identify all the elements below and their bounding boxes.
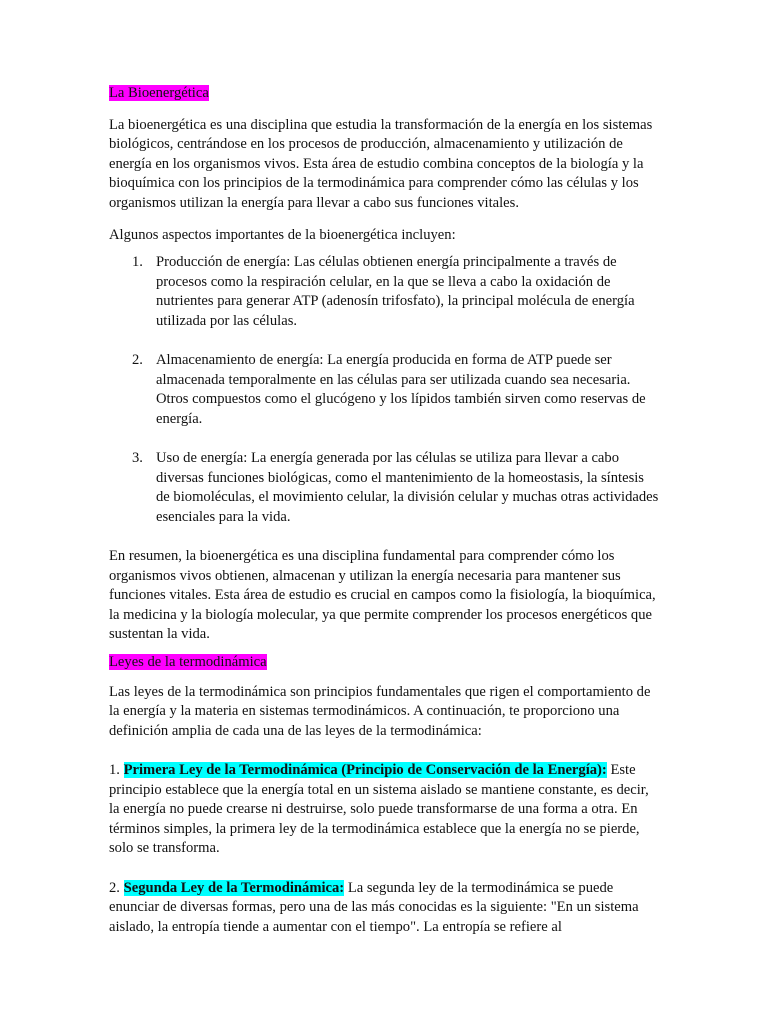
law-number: 2.: [109, 879, 120, 896]
summary-paragraph: En resumen, la bioenergética es una disciplina fundamental para comprender cómo los organismos vivos obtienen, almacenan y utilizan la energía necesaria para mantener sus funciones vitales. Esta área de estudio es crucial en campos como la fisiología, la bioquímica, la medicina y la biología molecular, ya que permite comprender los procesos energéticos que sustentan la vida.: [109, 548, 656, 643]
list-item-number: 2.: [132, 352, 143, 369]
heading-highlight: La Bioenergética: [109, 85, 209, 101]
law-number: 1.: [109, 762, 120, 778]
first-law-title: Primera Ley de la Termodinámica (Principio de Conservación de la Energía):: [123, 762, 607, 778]
laws-intro-paragraph: Las leyes de la termodinámica son principios fundamentales que rigen el comportamiento de la energía y la materia en sistemas termodinámicos. A continuación, te proporciono una definición amplia de cada una de las leyes de la termodinámica:: [109, 683, 651, 739]
second-law-title: Segunda Ley de la Termodinámica:: [123, 879, 345, 896]
first-law-text: Este principio establece que la energía total en un sistema aislado se mantiene constante, es decir, la energía no puede crearse ni destruirse, solo puede transformarse de una forma a otra. En términos simples, la primera ley de la termodinámica establece que la energía no se pierde, solo se transforma.: [109, 762, 649, 857]
second-law-paragraph: [109, 879, 659, 938]
section-heading-bioenergetica: [109, 84, 659, 104]
list-item-text: Producción de energía: Las células obtienen energía principalmente a través de procesos como la respiración celular, en la que se lleva a cabo la oxidación de nutrientes para generar ATP (adenosín trifosfato), la principal molécula de energía utilizada por las células.: [156, 254, 635, 329]
aspects-list: [109, 253, 659, 527]
list-item: [109, 449, 659, 527]
list-item-text: Almacenamiento de energía: La energía producida en forma de ATP puede ser almacenada temporalmente en las células para ser utilizada cuando sea necesaria. Otros compuestos como el glucógeno y los lípidos también sirven como reservas de energía.: [156, 352, 646, 427]
second-law-text: La segunda ley de la termodinámica se puede enunciar de diversas formas, pero una de las más conocidas es la siguiente: "En un sistema aislado, la entropía tiende a aumentar con el tiempo". La entropía se refiere al: [109, 879, 639, 935]
list-item: [109, 253, 659, 331]
list-item-text: Uso de energía: La energía generada por las células se utiliza para llevar a cabo diversas funciones biológicas, como el mantenimiento de la homeostasis, la síntesis de biomoléculas, el movimiento celular, la división celular y muchas otras actividades esenciales para la vida.: [156, 450, 659, 525]
heading-highlight: Leyes de la termodinámica: [109, 654, 267, 671]
list-item: [109, 351, 659, 429]
list-item-number: 1.: [132, 254, 143, 271]
bioenergetica-intro-paragraph: La bioenergética es una disciplina que estudia la transformación de la energía en los sistemas biológicos, centrándose en los procesos de producción, almacenamiento y utilización de energía en los organismos vivos. Esta área de estudio combina conceptos de la biología y la bioquímica con los principios de la termodinámica para comprender cómo las células y los organismos utilizan la energía para llevar a cabo sus funciones vitales.: [109, 116, 653, 211]
section-heading-termodinamica: [109, 653, 659, 673]
aspects-lead-paragraph: Algunos aspectos importantes de la bioenergética incluyen:: [109, 226, 456, 243]
list-item-number: 3.: [132, 450, 143, 467]
document-page: [109, 84, 659, 937]
first-law-paragraph: [109, 761, 659, 859]
